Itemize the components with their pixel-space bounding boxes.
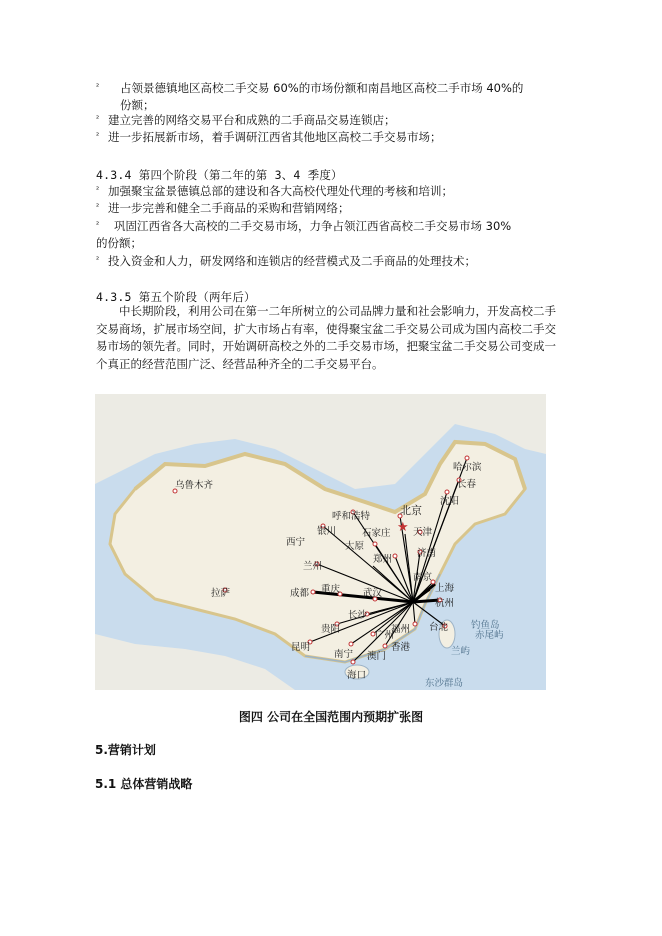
- map-svg: [95, 394, 546, 690]
- phase3-bullet-3: 进一步拓展新市场，着手调研江西省其他地区高校二手交易市场；: [108, 130, 442, 144]
- phase3-bullet-1-cont: 份额；: [120, 98, 155, 112]
- phase3-bullet-2: 建立完善的网络交易平台和成熟的二手商品交易连锁店；: [108, 113, 396, 127]
- city-haikou: 海口: [347, 670, 367, 681]
- city-xining: 西宁: [286, 537, 306, 548]
- city-taipei: 台北: [429, 622, 449, 633]
- bullet-marker: ²: [96, 220, 100, 229]
- city-harbin: 哈尔滨: [453, 462, 482, 473]
- city-zhengzhou: 郑州: [373, 554, 393, 565]
- bullet-marker: ²: [96, 82, 100, 91]
- city-hongkong: 香港: [391, 642, 411, 653]
- phase4-bullet-3-cont: 的份额；: [96, 236, 142, 250]
- phase4-heading: 4.3.4 第四个阶段（第二年的第 3、4 季度）: [96, 168, 343, 182]
- section-5-1-title: 5.1 总体营销战略: [95, 777, 193, 791]
- city-fuzhou: 福州: [391, 624, 411, 635]
- city-hangzhou: 杭州: [435, 598, 455, 609]
- city-guangzhou: 广州: [375, 630, 395, 641]
- city-lanzhou: 兰州: [303, 561, 323, 572]
- city-shijiazhuang: 石家庄: [362, 528, 391, 539]
- phase4-bullet-1: 加强聚宝盆景德镇总部的建设和各大高校代理处代理的考核和培训；: [108, 184, 453, 198]
- bullet-marker: ²: [96, 131, 100, 140]
- island-diaoyu: 钓鱼岛: [471, 620, 500, 631]
- island-chiwei: 赤尾屿: [475, 630, 504, 641]
- bullet-marker: ²: [96, 185, 100, 194]
- phase5-paragraph: [96, 303, 566, 373]
- phase3-bullet-1: 占领景德镇地区高校二手交易 60%的市场份额和南昌地区高校二手市场 40%的: [120, 81, 524, 95]
- city-urumqi: 乌鲁木齐: [175, 480, 214, 491]
- phase4-bullet-3: 巩固江西省各大高校的二手交易市场，力争占领江西省高校二手交易市场 30%: [114, 219, 512, 233]
- city-taiyuan: 太原: [345, 541, 365, 552]
- figure-caption: 图四 公司在全国范围内预期扩张图: [238, 710, 424, 724]
- island-lanyu: 兰屿: [451, 646, 471, 657]
- island-dongsha: 东沙群岛: [425, 678, 464, 689]
- bullet-marker: ²: [96, 114, 100, 123]
- city-shenyang: 沈阳: [440, 496, 460, 507]
- bullet-marker: ²: [96, 255, 100, 264]
- bullet-marker: ²: [96, 202, 100, 211]
- phase5-paragraph-text: 中长期阶段，利用公司在第一二年所树立的公司品牌力量和社会影响力，开发高校二手交易商场，扩展市场空间，扩大市场占有率，使得聚宝盆二手交易公司成为国内高校二手交易市场的领先者。同时，开始调研高校之外的二手交易市场，把聚宝盆二手交易公司变成一个真正的经营范围广泛、经营品种齐全的二手交易平台。: [96, 304, 556, 371]
- phase4-bullet-2: 进一步完善和健全二手商品的采购和营销网络；: [108, 201, 350, 215]
- city-lhasa: 拉萨: [211, 588, 231, 599]
- city-chongqing: 重庆: [321, 584, 341, 595]
- city-jinan: 济南: [417, 548, 437, 559]
- city-shanghai: 上海: [435, 583, 455, 594]
- city-tianjin: 天津: [413, 527, 433, 538]
- phase5-heading: 4.3.5 第五个阶段（两年后）: [96, 290, 256, 304]
- city-nanning: 南宁: [334, 649, 354, 660]
- city-beijing: 北京: [400, 504, 422, 517]
- city-guiyang: 贵阳: [321, 624, 341, 635]
- city-changchun: 长春: [457, 479, 477, 490]
- china-expansion-map: [95, 394, 546, 690]
- city-changsha: 长沙: [348, 610, 368, 621]
- capital-star-icon: ★: [397, 520, 409, 535]
- city-nanjing: 南京: [413, 572, 433, 583]
- city-wuhan: 武汉: [363, 588, 383, 599]
- city-chengdu: 成都: [290, 588, 310, 599]
- phase4-bullet-4: 投入资金和人力，研发网络和连锁店的经营模式及二手商品的处理技术；: [108, 254, 476, 268]
- city-hohhot: 呼和浩特: [332, 511, 371, 522]
- city-macau: 澳门: [367, 651, 387, 662]
- city-yinchuan: 银川: [317, 526, 337, 537]
- city-kunming: 昆明: [291, 642, 311, 653]
- section-5-title: 5.营销计划: [95, 743, 156, 757]
